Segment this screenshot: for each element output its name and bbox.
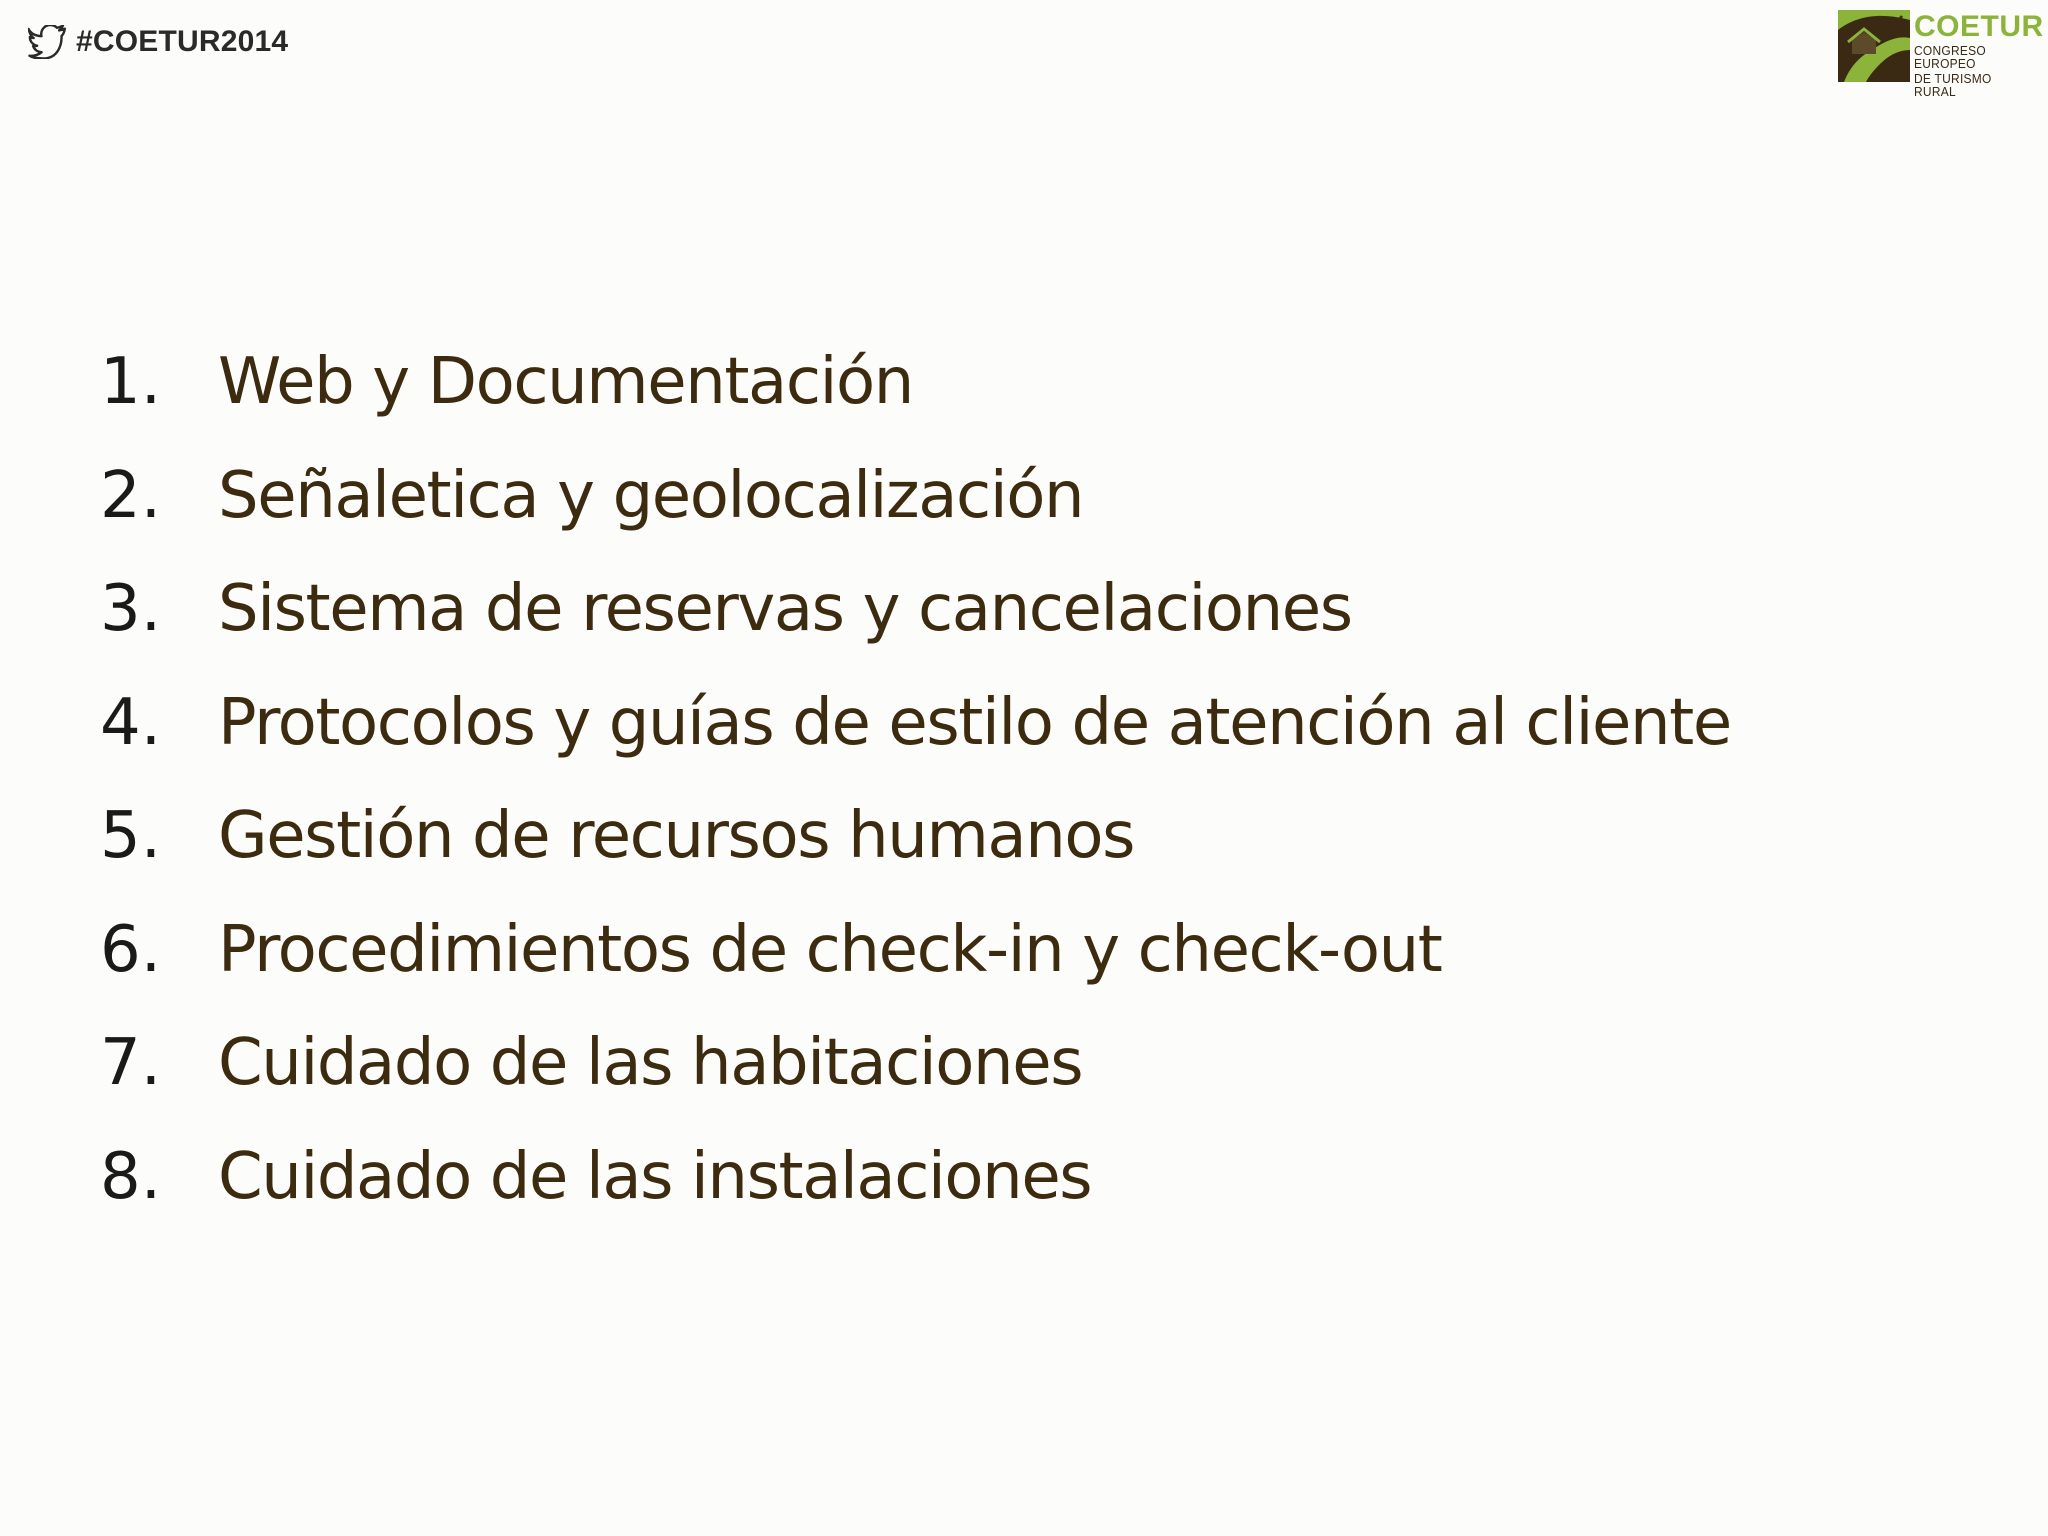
agenda-item-number: 3. (100, 572, 162, 646)
hashtag-header (28, 22, 288, 62)
agenda-item (100, 345, 1731, 459)
agenda-item (100, 799, 1731, 913)
agenda-item-text: Sistema de reservas y cancelaciones (218, 572, 1352, 646)
agenda-item-number: 6. (100, 912, 162, 987)
agenda-item (100, 1026, 1731, 1140)
agenda-item (100, 913, 1731, 1027)
agenda-item-text: Cuidado de las instalaciones (218, 1139, 1092, 1214)
agenda-item-text: Cuidado de las habitaciones (218, 1026, 1083, 1100)
logo-subtitle-line1: CONGRESO EUROPEO (1914, 43, 1986, 71)
logo-wordmark (1914, 10, 2044, 98)
agenda-item (100, 1140, 1731, 1254)
agenda-item-number: 1. (100, 345, 162, 419)
coetur-logo (1838, 10, 2044, 99)
agenda-item (100, 686, 1731, 800)
agenda-item (100, 572, 1731, 686)
coetur-logo-mark-icon (1838, 10, 1910, 82)
agenda-item (100, 459, 1731, 573)
agenda-list (100, 345, 1731, 1253)
agenda-item-text: Protocolos y guías de estilo de atención al cliente (218, 685, 1731, 760)
agenda-item-text: Web y Documentación (218, 345, 913, 419)
agenda-item-text: Señaletica y geolocalización (218, 458, 1084, 533)
logo-subtitle-line2: DE TURISMO RURAL (1914, 71, 1992, 99)
agenda-item-number: 2. (100, 458, 162, 533)
agenda-item-text: Gestión de recursos humanos (218, 799, 1135, 873)
agenda-item-number: 7. (100, 1026, 162, 1100)
agenda-item-number: 5. (100, 799, 162, 873)
hashtag-text: #COETUR2014 (76, 25, 289, 58)
agenda-item-number: 4. (100, 685, 162, 760)
twitter-bird-icon (28, 25, 68, 59)
agenda-item-text: Procedimientos de check-in y check-out (218, 912, 1442, 987)
agenda-item-number: 8. (100, 1139, 162, 1214)
logo-brand-name: COETUR (1914, 10, 2044, 43)
